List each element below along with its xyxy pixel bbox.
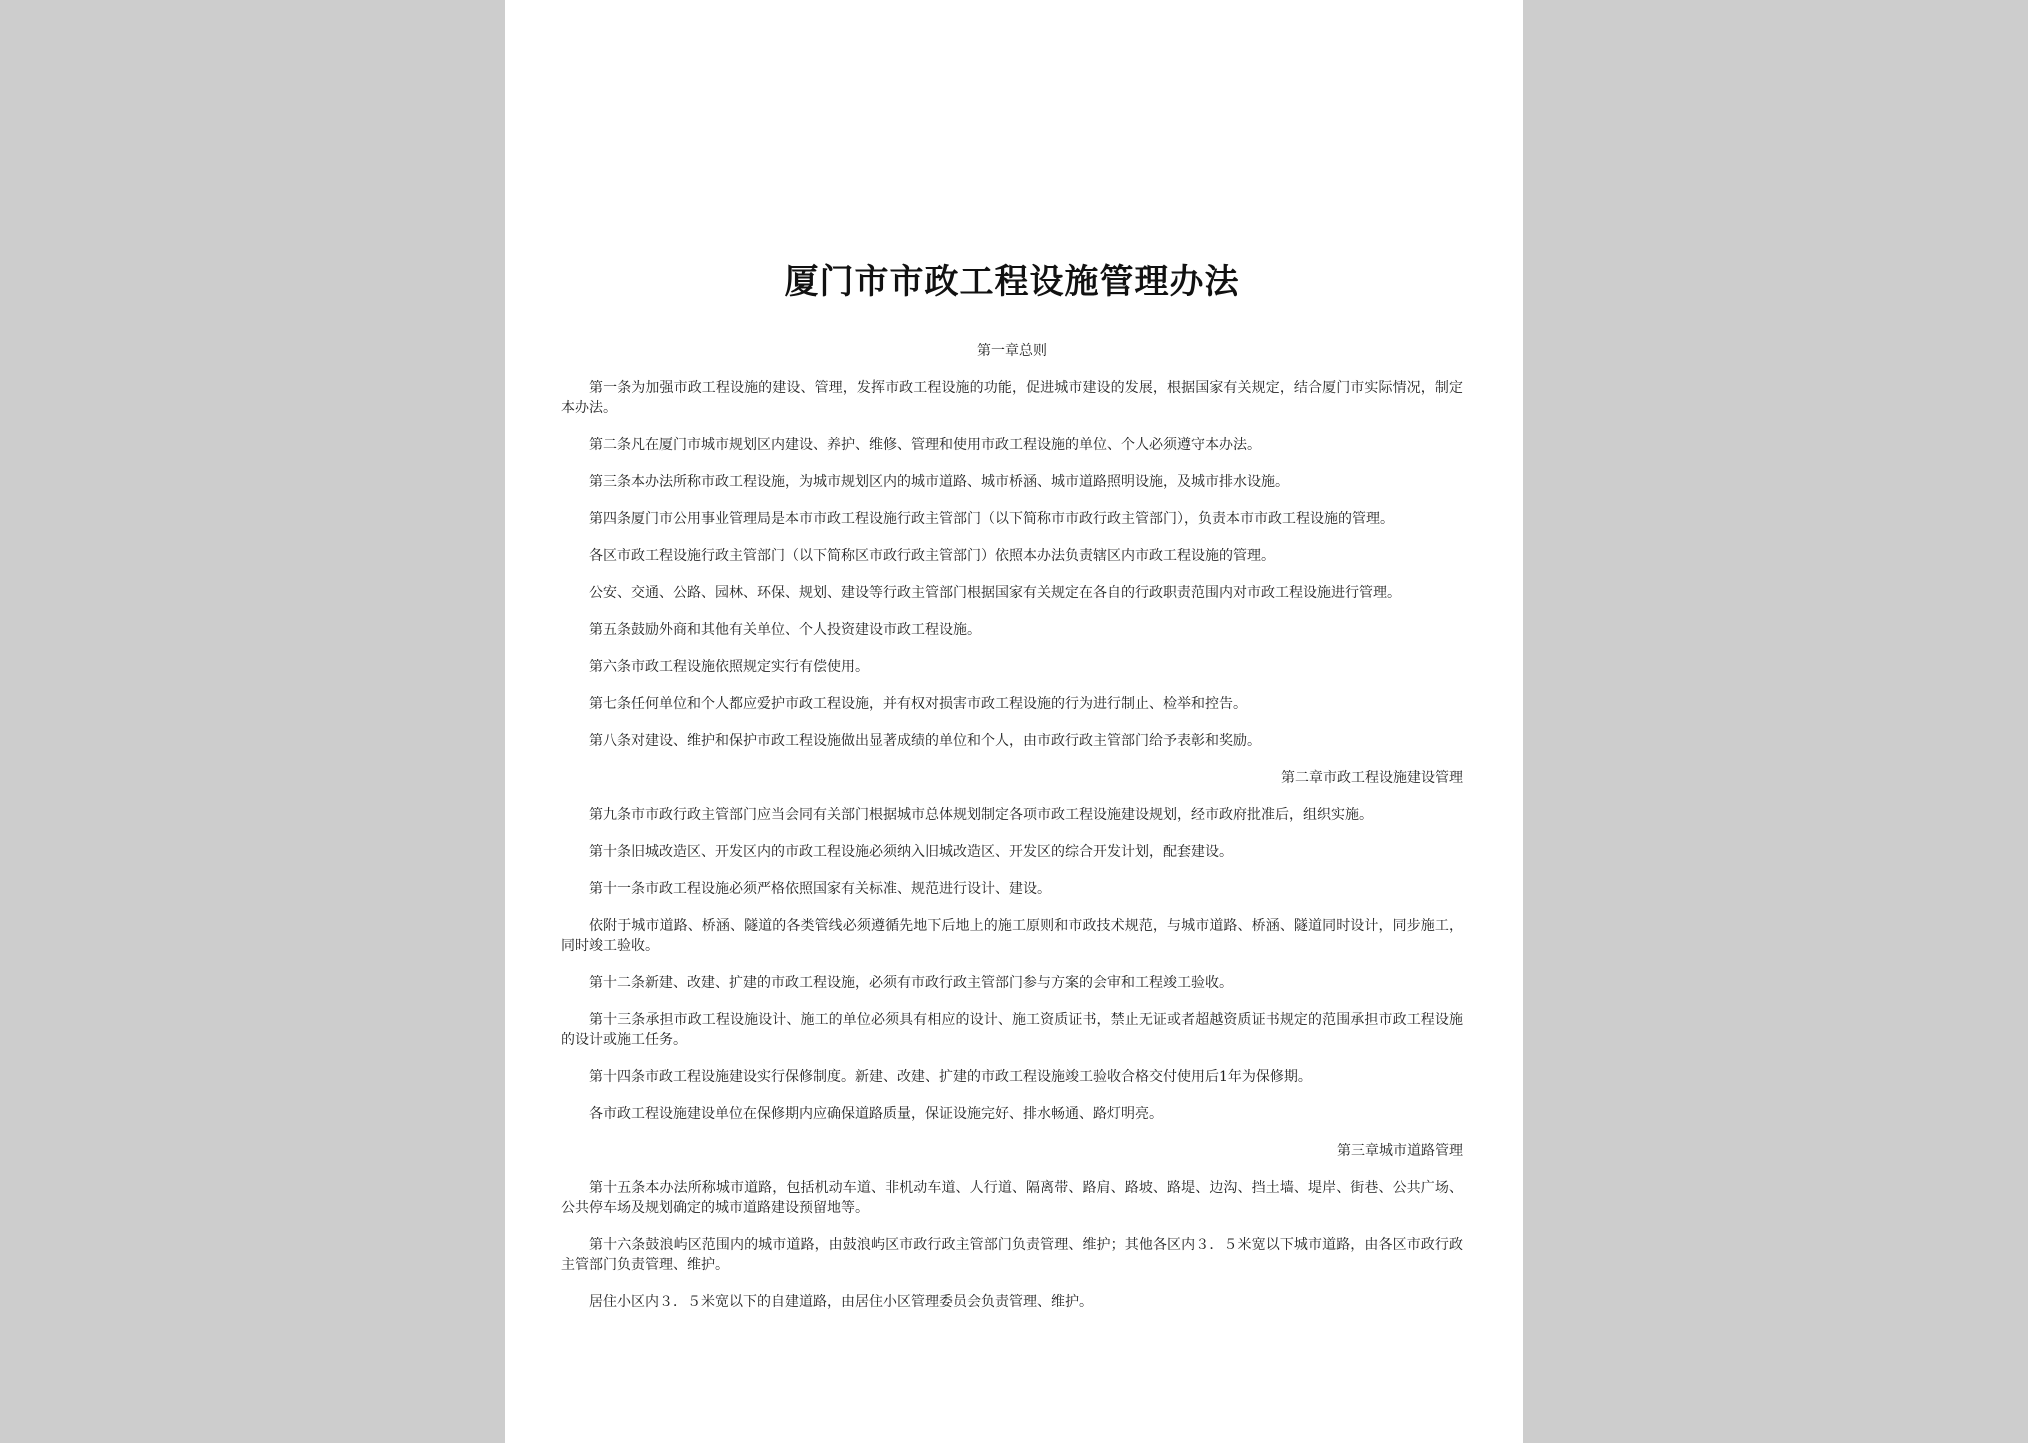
paragraph-article-16-residential: 居住小区内３．５米宽以下的自建道路，由居住小区管理委员会负责管理、维护。	[589, 1293, 1093, 1310]
paragraph-article-7: 第七条任何单位和个人都应爱护市政工程设施，并有权对损害市政工程设施的行为进行制止、检举和控告。	[589, 695, 1247, 712]
chapter-heading-3: 第三章城市道路管理	[1337, 1142, 1463, 1159]
paragraph-article-8: 第八条对建设、维护和保护市政工程设施做出显著成绩的单位和个人，由市政行政主管部门给予表彰和奖励。	[589, 732, 1261, 749]
paragraph-article-10: 第十条旧城改造区、开发区内的市政工程设施必须纳入旧城改造区、开发区的综合开发计划，配套建设。	[589, 843, 1233, 860]
paragraph-article-11: 第十一条市政工程设施必须严格依照国家有关标准、规范进行设计、建设。	[589, 880, 1051, 897]
document-page	[505, 0, 1523, 1443]
chapter-heading-1: 第一章总则	[977, 342, 1047, 359]
paragraph-article-3: 第三条本办法所称市政工程设施，为城市规划区内的城市道路、城市桥涵、城市道路照明设施，及城市排水设施。	[589, 473, 1289, 490]
paragraph-article-6: 第六条市政工程设施依照规定实行有偿使用。	[589, 658, 869, 675]
paragraph-article-9: 第九条市市政行政主管部门应当会同有关部门根据城市总体规划制定各项市政工程设施建设规划，经市政府批准后，组织实施。	[589, 806, 1373, 823]
paragraph-article-11-pipelines: 依附于城市道路、桥涵、隧道的各类管线必须遵循先地下后地上的施工原则和市政技术规范，与城市道路、桥涵、隧道同时设计，同步施工，同时竣工验收。	[561, 917, 1463, 954]
paragraph-article-14: 第十四条市政工程设施建设实行保修制度。新建、改建、扩建的市政工程设施竣工验收合格交付使用后1年为保修期。	[589, 1068, 1312, 1085]
paragraph-article-5: 第五条鼓励外商和其他有关单位、个人投资建设市政工程设施。	[589, 621, 981, 638]
paragraph-article-4-district: 各区市政工程设施行政主管部门（以下简称区市政行政主管部门）依照本办法负责辖区内市政工程设施的管理。	[589, 547, 1275, 564]
paragraph-article-16: 第十六条鼓浪屿区范围内的城市道路，由鼓浪屿区市政行政主管部门负责管理、维护；其他各区内３．５米宽以下城市道路，由各区市政行政主管部门负责管理、维护。	[561, 1236, 1463, 1273]
paragraph-article-13: 第十三条承担市政工程设施设计、施工的单位必须具有相应的设计、施工资质证书，禁止无证或者超越资质证书规定的范围承担市政工程设施的设计或施工任务。	[561, 1011, 1463, 1048]
paragraph-article-2: 第二条凡在厦门市城市规划区内建设、养护、维修、管理和使用市政工程设施的单位、个人必须遵守本办法。	[589, 436, 1261, 453]
paragraph-article-4: 第四条厦门市公用事业管理局是本市市政工程设施行政主管部门（以下简称市市政行政主管部门），负责本市市政工程设施的管理。	[589, 510, 1394, 527]
paragraph-article-15: 第十五条本办法所称城市道路，包括机动车道、非机动车道、人行道、隔离带、路肩、路坡、路堤、边沟、挡土墙、堤岸、街巷、公共广场、公共停车场及规划确定的城市道路建设预留地等。	[561, 1179, 1463, 1216]
paragraph-article-1: 第一条为加强市政工程设施的建设、管理，发挥市政工程设施的功能，促进城市建设的发展，根据国家有关规定，结合厦门市实际情况，制定本办法。	[561, 379, 1463, 416]
paragraph-article-12: 第十二条新建、改建、扩建的市政工程设施，必须有市政行政主管部门参与方案的会审和工程竣工验收。	[589, 974, 1233, 991]
chapter-heading-2: 第二章市政工程设施建设管理	[1281, 769, 1463, 786]
paragraph-article-14-warranty: 各市政工程设施建设单位在保修期内应确保道路质量，保证设施完好、排水畅通、路灯明亮。	[589, 1105, 1163, 1122]
paragraph-article-4-departments: 公安、交通、公路、园林、环保、规划、建设等行政主管部门根据国家有关规定在各自的行政职责范围内对市政工程设施进行管理。	[589, 584, 1401, 601]
document-title: 厦门市市政工程设施管理办法	[784, 262, 1240, 302]
